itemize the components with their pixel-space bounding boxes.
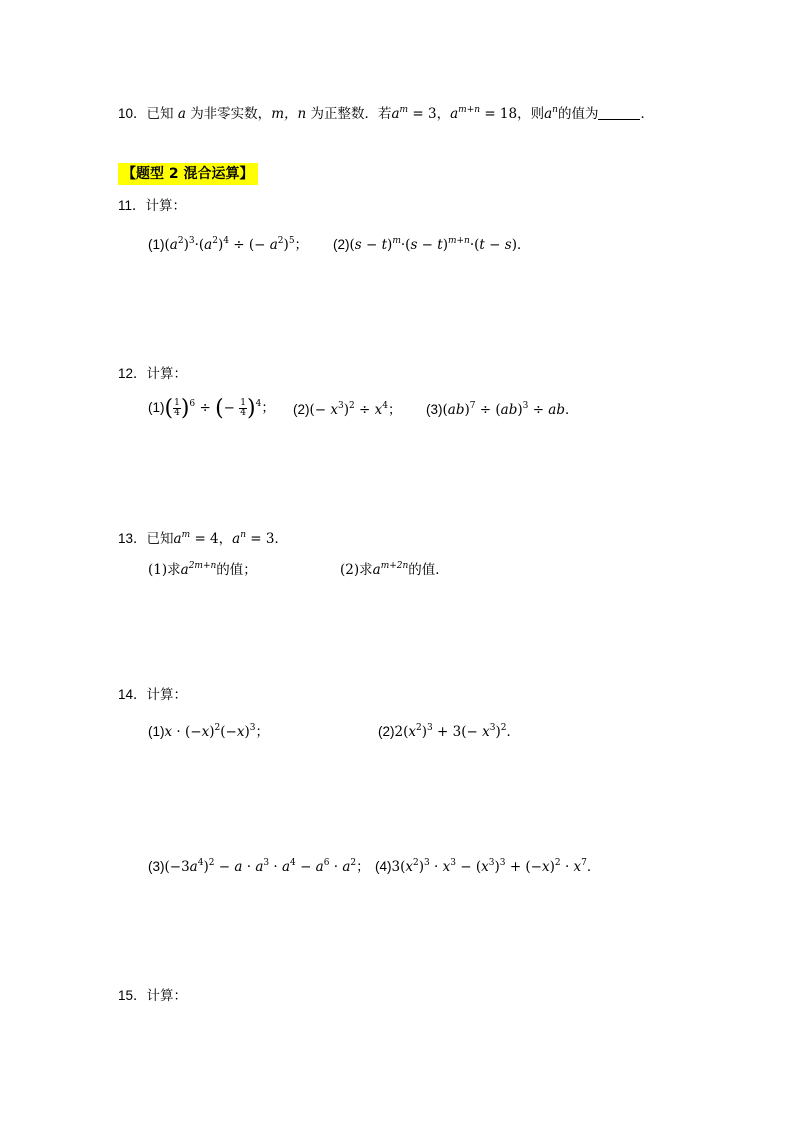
question-number: 12． [118, 366, 147, 381]
math-expr: $x \cdot (-x)^2(-x)^3$； [164, 723, 269, 740]
question-number: 15． [118, 988, 147, 1003]
q12-part-3: (3)(ab)$^7$ ÷ (ab)$^3$ ÷ ab． [426, 401, 579, 418]
math-expr: ( $\frac{1}{4}$ )$^6$ ÷ (− $\frac{1}{4}$ )$^4$； [164, 396, 275, 421]
section-heading: 【题型 2 混合运算】 [118, 163, 258, 185]
q13-part-1: (1)求$a^{2m+n}$的值； [148, 561, 257, 578]
math-expr: $a^n$ [232, 530, 246, 547]
question-13: 13．已知$a^m = 4$，$a^n = 3$． [118, 530, 288, 547]
q13-part-2: (2)求$a^{m+2n}$的值． [340, 561, 449, 578]
q14-part-2: $(2)2(x^2)^3 + 3(- x^3)^2$． [378, 723, 520, 740]
question-10: 10．已知 a 为非零实数，m，n 为正整数．若$a^m = 3$，$a^{m+n} = 18$，则$a^n$的值为 ． [118, 105, 654, 122]
question-12: 12．计算： [118, 366, 188, 382]
math-expr: $2(x^2)^3 + 3(- x^3)^2$． [394, 723, 520, 740]
q14-part-3: $(3)(-3a^4)^2 - a \cdot a^3 \cdot a^4 - a^6 \cdot a^2$； [148, 858, 370, 875]
math-expr: $(s - t)^m\cdot(s - t)^{m+n}\cdot(t - s)$． [349, 236, 531, 253]
q14-part-4: $(4)3(x^2)^3 \cdot x^3 - (x^3)^3 + (-x)^2 \cdot x^7$． [375, 858, 601, 875]
q12-part-1: (1)( $\frac{1}{4}$ )$^6$ ÷ (− $\frac{1}{4}$ )$^4$； [148, 396, 275, 421]
math-expr: $a^n$ [544, 105, 558, 122]
q11-part-2: $(2)(s - t)^m\cdot(s - t)^{m+n}\cdot(t - s)$． [333, 236, 531, 253]
answer-blank[interactable] [598, 106, 640, 120]
math-expr: $(-3a^4)^2 - a \cdot a^3 \cdot a^4 - a^6 \cdot a^2$； [164, 858, 370, 875]
q12-part-2: $(2)(- x^3)^2 \div x^4$； [293, 401, 402, 418]
question-number: 13． [118, 531, 147, 546]
question-number: 14． [118, 687, 147, 702]
question-number: 10． [118, 106, 147, 121]
math-expr: $a^m$ [173, 530, 191, 547]
math-expr: $a^{m+n}$ [450, 105, 481, 122]
math-expr: $(a^2)^3\cdot(a^2)^4$ ÷ (− $a^2)^5$； [164, 236, 309, 253]
math-expr: (ab)$^7$ ÷ (ab)$^3$ ÷ ab． [442, 401, 579, 418]
math-expr: $a^{m+2n}$ [372, 561, 409, 578]
question-number: 11． [118, 198, 146, 213]
question-11: 11．计算： [118, 198, 187, 214]
question-14: 14．计算： [118, 687, 188, 703]
q11-part-1: $(1)(a^2)^3\cdot(a^2)^4$ ÷ (− $a^2)^5$； [148, 236, 309, 253]
math-expr: $3(x^2)^3 \cdot x^3 - (x^3)^3 + (-x)^2 \cdot x^7$． [391, 858, 601, 875]
math-expr: $a^m$ [391, 105, 409, 122]
math-expr: $a^{2m+n}$ [180, 561, 217, 578]
q14-part-1: $(1)x \cdot (-x)^2(-x)^3$； [148, 723, 269, 740]
question-15: 15．计算： [118, 988, 188, 1004]
math-expr: (− $x^3)^2 \div x^4$； [309, 401, 402, 418]
